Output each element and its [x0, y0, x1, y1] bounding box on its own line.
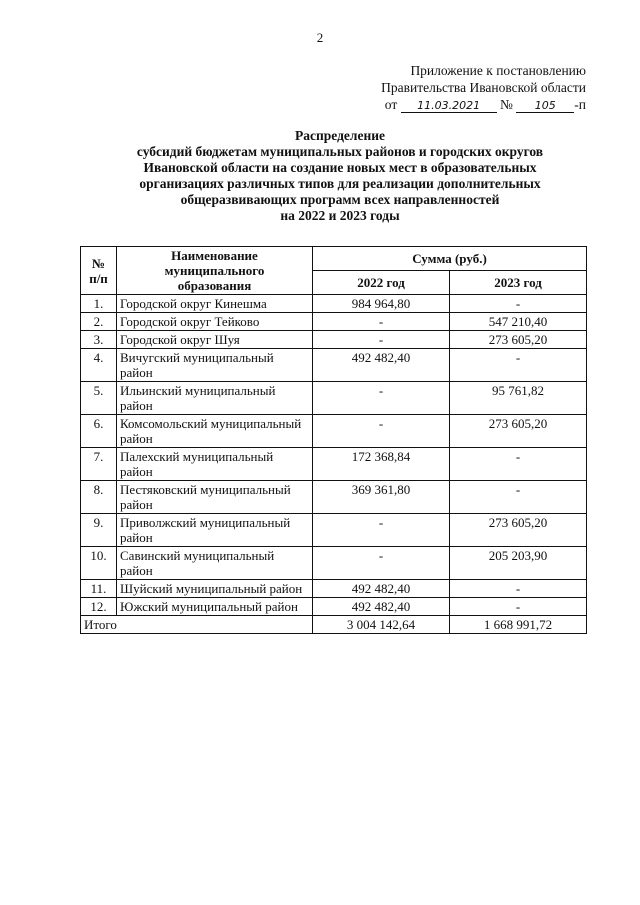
- row-number: 2.: [81, 313, 117, 331]
- header-number-line-2: п/п: [89, 270, 108, 286]
- total-2022: 3 004 142,64: [313, 616, 450, 634]
- table-row: [81, 514, 587, 547]
- appendix-line-2: Правительства Ивановской области: [381, 80, 586, 95]
- row-2023: 547 210,40: [450, 313, 587, 331]
- row-name: Ильинский муниципальный район: [117, 382, 313, 415]
- table-row: [81, 547, 587, 580]
- row-name: Комсомольский муниципальный район: [117, 415, 313, 448]
- row-2022: -: [313, 415, 450, 448]
- header-number-line-1: №: [91, 255, 106, 271]
- row-2022: -: [313, 547, 450, 580]
- header-sum: Сумма (руб.): [313, 247, 587, 271]
- row-2022: -: [313, 382, 450, 415]
- row-2022: 492 482,40: [313, 598, 450, 616]
- header-name-line-2: муниципального: [164, 263, 265, 278]
- table-row: [81, 598, 587, 616]
- row-2023: -: [450, 481, 587, 514]
- row-2022: 172 368,84: [313, 448, 450, 481]
- appendix-line-1: Приложение к постановлению: [410, 63, 586, 78]
- header-name: [117, 247, 313, 295]
- row-2023: -: [450, 349, 587, 382]
- total-2023: 1 668 991,72: [450, 616, 587, 634]
- row-number: 6.: [81, 415, 117, 448]
- row-name: Вичугский муниципальный район: [117, 349, 313, 382]
- row-number: 4.: [81, 349, 117, 382]
- document-title: [60, 128, 620, 224]
- row-number: 1.: [81, 295, 117, 313]
- row-name: Приволжский муниципальный район: [117, 514, 313, 547]
- row-name: Пестяковский муниципальный район: [117, 481, 313, 514]
- row-name: Южский муниципальный район: [117, 598, 313, 616]
- row-2023: -: [450, 580, 587, 598]
- table-row: [81, 382, 587, 415]
- table-row: [81, 349, 587, 382]
- decree-line: [381, 96, 586, 113]
- table-row: [81, 481, 587, 514]
- total-label: Итого: [81, 616, 313, 634]
- header-year-2023: 2023 год: [450, 271, 587, 295]
- table-row: [81, 580, 587, 598]
- table-row: [81, 448, 587, 481]
- row-2022: 492 482,40: [313, 349, 450, 382]
- decree-number-label: №: [500, 97, 513, 112]
- title-line-4: организациях различных типов для реализации дополнительных: [139, 176, 541, 191]
- table-body: [81, 295, 587, 616]
- row-number: 5.: [81, 382, 117, 415]
- title-line-2: субсидий бюджетам муниципальных районов и городских округов: [136, 144, 544, 159]
- subsidy-table: [80, 246, 587, 634]
- page-number: 2: [316, 30, 324, 45]
- row-2023: 273 605,20: [450, 331, 587, 349]
- header-year-2022: 2022 год: [313, 271, 450, 295]
- table-row: [81, 331, 587, 349]
- row-number: 7.: [81, 448, 117, 481]
- row-number: 9.: [81, 514, 117, 547]
- row-number: 3.: [81, 331, 117, 349]
- row-number: 12.: [81, 598, 117, 616]
- row-2023: 205 203,90: [450, 547, 587, 580]
- header-name-line-3: образования: [177, 278, 252, 293]
- title-line-5: общеразвивающих программ всех направленностей: [180, 192, 500, 207]
- title-line-3: Ивановской области на создание новых мест в образовательных: [143, 160, 537, 175]
- decree-from-label: от: [384, 97, 398, 112]
- row-2022: 984 964,80: [313, 295, 450, 313]
- table-total-row: [81, 616, 587, 634]
- row-name: Палехский муниципальный район: [117, 448, 313, 481]
- appendix-header: [381, 62, 586, 113]
- row-2023: 95 761,82: [450, 382, 587, 415]
- row-2023: 273 605,20: [450, 415, 587, 448]
- row-2022: 369 361,80: [313, 481, 450, 514]
- row-name: Савинский муниципальный район: [117, 547, 313, 580]
- title-line-1: Распределение: [294, 128, 386, 143]
- row-2023: -: [450, 448, 587, 481]
- row-2023: 273 605,20: [450, 514, 587, 547]
- table-row: [81, 313, 587, 331]
- decree-number-suffix: -п: [574, 97, 586, 112]
- row-name: Шуйский муниципальный район: [117, 580, 313, 598]
- title-line-6: на 2022 и 2023 годы: [280, 208, 400, 223]
- row-name: Городской округ Тейково: [117, 313, 313, 331]
- table-row: [81, 295, 587, 313]
- decree-number-handwritten: 105: [516, 99, 574, 113]
- row-2023: -: [450, 598, 587, 616]
- row-number: 11.: [81, 580, 117, 598]
- table-header-row: [81, 247, 587, 271]
- row-number: 10.: [81, 547, 117, 580]
- decree-date-handwritten: 11.03.2021: [401, 99, 497, 113]
- row-number: 8.: [81, 481, 117, 514]
- row-name: Городской округ Шуя: [117, 331, 313, 349]
- row-name: Городской округ Кинешма: [117, 295, 313, 313]
- row-2022: -: [313, 331, 450, 349]
- header-name-line-1: Наименование: [171, 248, 258, 263]
- row-2022: -: [313, 514, 450, 547]
- row-2023: -: [450, 295, 587, 313]
- header-number: [81, 247, 117, 295]
- row-2022: -: [313, 313, 450, 331]
- table-row: [81, 415, 587, 448]
- row-2022: 492 482,40: [313, 580, 450, 598]
